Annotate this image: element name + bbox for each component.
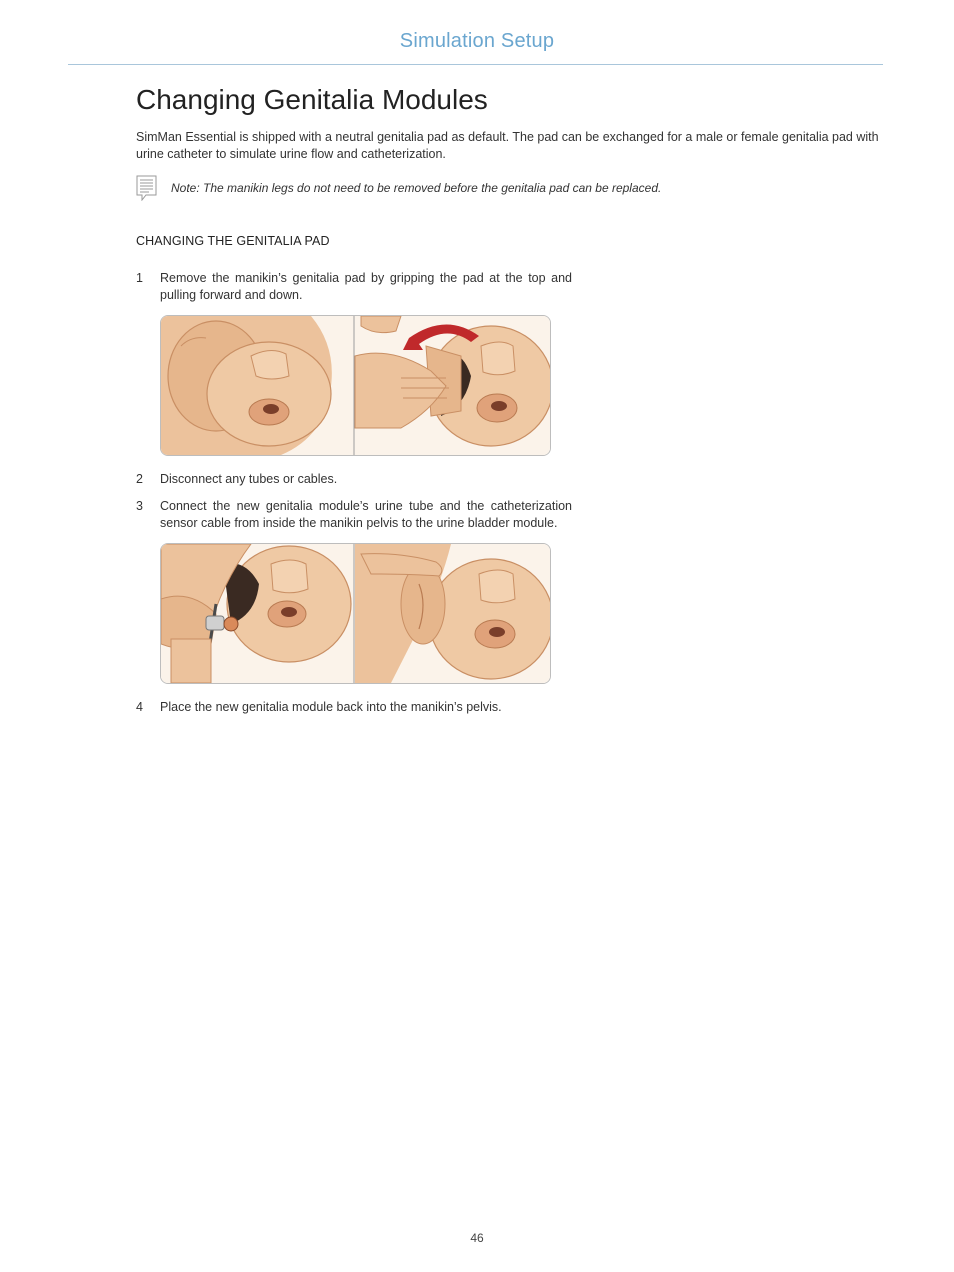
step-text: Remove the manikin’s genitalia pad by gripping the pad at the top and pulling forward and down. bbox=[160, 271, 572, 302]
illustration-pelvis-left bbox=[161, 316, 332, 455]
section-header: Simulation Setup bbox=[399, 30, 555, 52]
section-subheading: CHANGING THE GENITALIA PAD bbox=[136, 234, 330, 248]
step-3 bbox=[136, 498, 572, 532]
page-number: 46 bbox=[470, 1231, 484, 1245]
step-text: Place the new genitalia module back into the manikin’s pelvis. bbox=[160, 700, 502, 714]
step-number: 4 bbox=[136, 700, 143, 714]
figure-connect-tube bbox=[160, 543, 551, 684]
step-number: 2 bbox=[136, 472, 143, 486]
step-4 bbox=[136, 699, 572, 716]
intro-paragraph: SimMan Essential is shipped with a neutral genitalia pad as default. The pad can be exchanged for a male or female genitalia pad with urine catheter to simulate urine flow and catheterization. bbox=[136, 130, 879, 161]
step-2 bbox=[136, 471, 572, 488]
step-1 bbox=[136, 270, 572, 304]
step-number: 1 bbox=[136, 271, 143, 285]
header-divider bbox=[68, 64, 883, 65]
step-text: Disconnect any tubes or cables. bbox=[160, 472, 338, 486]
note-text: Note: The manikin legs do not need to be removed before the genitalia pad can be replaced. bbox=[171, 181, 662, 195]
note-icon bbox=[136, 175, 158, 201]
step-text: Connect the new genitalia module’s urine tube and the catheterization sensor cable from inside the manikin pelvis to the urine bladder module. bbox=[160, 499, 572, 530]
page-title: Changing Genitalia Modules bbox=[136, 84, 488, 115]
figure-remove-pad bbox=[160, 315, 551, 456]
step-number: 3 bbox=[136, 499, 143, 513]
